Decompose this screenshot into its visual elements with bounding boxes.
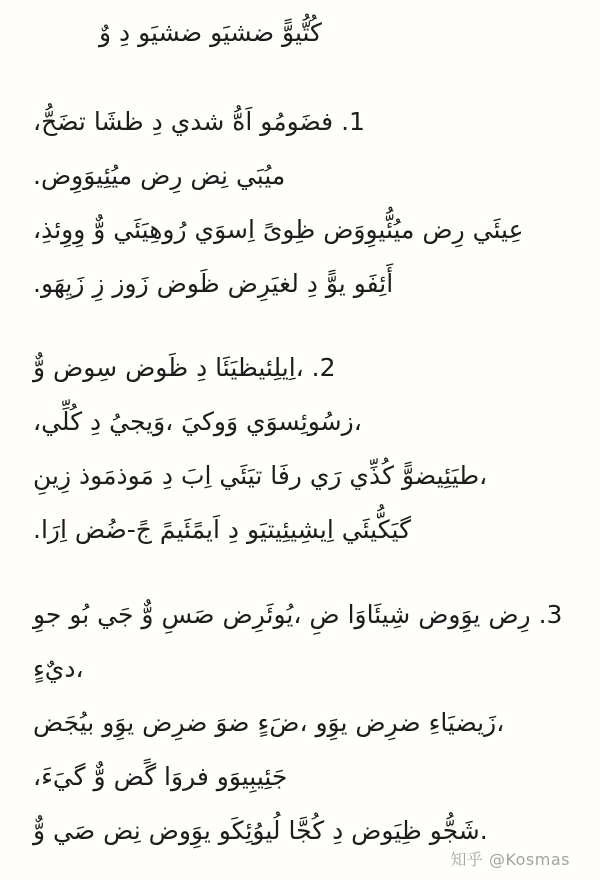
list-item-1 bbox=[33, 95, 567, 311]
text-line: زِينِ‎ مَوذمَوذ‎ دِ‎ اِبَ‎ تيَئَي‎ رفَا‎ رَي‎ كُذِّي‎ طيَئِيضوًّ، bbox=[33, 461, 488, 490]
text-line: ديٌءٍ، bbox=[33, 654, 84, 683]
list-item-3 bbox=[33, 588, 567, 858]
text-line: .اِرَا‎ ضُض‎-‎جً‎ اَيمًئَيمً‎ دِ‎ اِيشِيئِيتيَو‎ گيَكُّيئَي bbox=[33, 515, 411, 544]
text-line: بيُجَض‎ يوَِو‎ ضرِض‎ ضوَ‎ ضَءٍ،‎ يوَِو‎ ضرِض‎ زَيضيَاءِ، bbox=[33, 708, 505, 737]
text-line: .زَيِهَو‎ زِ‎ زَوز‎ ظَوض‎ لغيَرِض‎ دِ‎ يوًّ‎ أَئِفَو bbox=[33, 269, 394, 298]
text-line: ،گيَءَ‎ وٌّ‎ گًض‎ فروَا‎ جَئِيبِيوَو bbox=[33, 762, 288, 791]
text-line: وٌّ‎ صَي‎ نِض‎ يوَِوض‎ لُيوُئِكَو‎ كُجَّا‎ دِ‎ ظِيَوض‎ شَجُّو. bbox=[33, 816, 488, 845]
text-line: ،وِوِئذِ‎ وٌّ‎ رُوهِيَئَي‎ اِسوَي‎ ظِوىً‎ ميُئُّيوِوَض‎ رِض‎ عِيئَي bbox=[33, 215, 524, 244]
title-text: وٌ‎ دِ‎ ضشيَو‎ ضشيَو‎ كُتُّيوًّ bbox=[99, 18, 322, 47]
text-line: ،تضَحُّ‎ ظشَا‎ دِ‎ شدي‎ اَهُّ‎ فضَومُو‎ .1 bbox=[33, 107, 365, 136]
zhihu-watermark: 知乎 @Kosmas bbox=[450, 850, 570, 869]
text-line: .ميُئِيوَوِض‎ رِض‎ نِض‎ ميُبَي bbox=[33, 161, 286, 190]
text-line: وٌّ‎ سِوض‎ ظَوض‎ دِ‎ اِيلِئيظيَئَا،‎ .2 bbox=[33, 353, 336, 382]
text-line: جوِ‎ بُو‎ جَي‎ وٌّ‎ صَسِ‎ يُوئَرِض،‎ ضِ‎ شِيئَاوَا‎ يوَِوض‎ رِض‎ .3 bbox=[33, 600, 563, 629]
text-line: ،كُلِّي‎ دِ‎ وَيجيُ،‎ وَوكيَ‎ زسُوئِسوَي، bbox=[33, 407, 362, 436]
list-item-2 bbox=[33, 341, 567, 557]
